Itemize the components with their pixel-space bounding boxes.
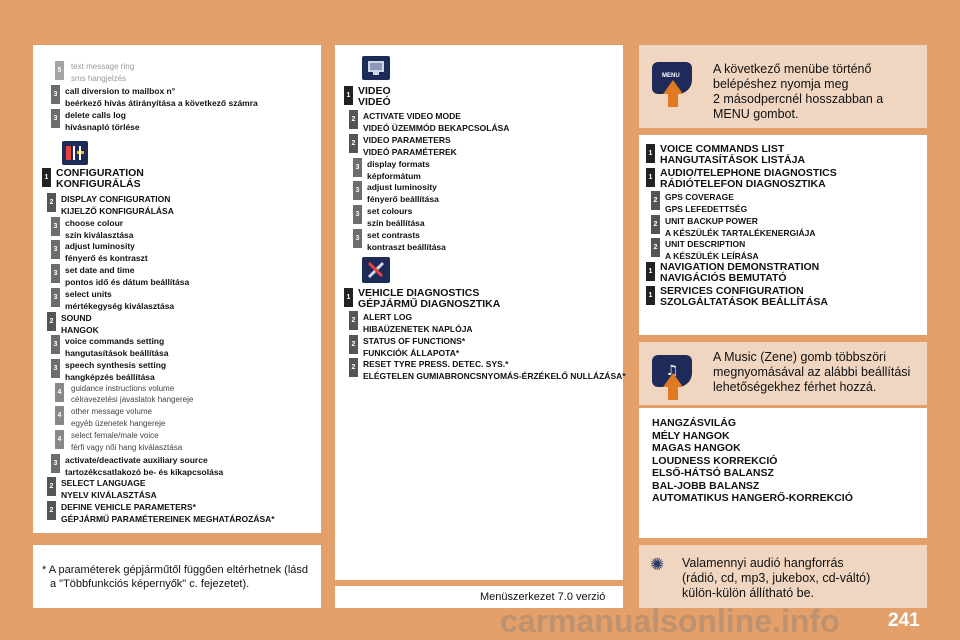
level-badge: 3 [51, 264, 60, 283]
menu-info-line: belépéshez nyomja meg [713, 77, 849, 91]
menu-row [55, 383, 193, 406]
bottom-info-line: (rádió, cd, mp3, jukebox, cd-váltó) [682, 571, 871, 585]
menu-row-text: HANGOK [61, 324, 99, 335]
menu-row-text: ALERT LOG [363, 312, 413, 322]
sun-icon: ✺ [650, 555, 665, 575]
menu-row-text: GPS LEFEDETTSÉG [665, 204, 748, 215]
up-arrow-shaft [668, 386, 678, 400]
music-info-line: megnyomásával az alábbi beállítási [713, 365, 911, 379]
diagnostics-title-hu: GÉPJÁRMŰ DIAGNOSZTIKA [358, 298, 501, 310]
video-heading [344, 86, 391, 108]
footnote [42, 563, 308, 591]
level-badge: 2 [47, 312, 56, 331]
level-badge: 3 [51, 359, 60, 378]
menu-row-text: RÁDIÓTELEFON DIAGNOSZTIKA [660, 177, 826, 190]
menu-row-text: hangutasítások beállítása [65, 348, 169, 359]
up-arrow-icon [663, 80, 683, 94]
menu-row-text: FUNKCIÓK ÁLLAPOTA* [363, 347, 460, 358]
audio-setting-item: ELSŐ-HÁTSÓ BALANSZ [652, 467, 774, 479]
level-badge: 1 [344, 288, 353, 307]
level-badge: 3 [51, 454, 60, 473]
menu-row [47, 312, 99, 336]
audio-settings-list [652, 417, 853, 505]
menu-row-text: pontos idő és dátum beállítása [65, 277, 190, 288]
menu-row-text: voice commands setting [65, 336, 165, 347]
configuration-title-en: CONFIGURATION [56, 167, 144, 179]
level-badge: 3 [51, 85, 60, 104]
menu-row-text: activate/deactivate auxiliary source [65, 454, 208, 465]
video-icon [362, 56, 390, 80]
menu-row-text: select female/male voice [71, 431, 159, 440]
level-badge: 1 [344, 86, 353, 105]
level-badge: 3 [51, 217, 60, 236]
menu-row-text: adjust luminosity [65, 241, 135, 252]
level-badge: 1 [42, 168, 51, 187]
menu-row-text: egyéb üzenetek hangereje [71, 418, 166, 428]
menu-row [47, 193, 174, 217]
menu-row [51, 109, 140, 133]
menu-row-text: mértékegység kiválasztása [65, 300, 175, 311]
menu-row-text: AUDIO/TELEPHONE DIAGNOSTICS [660, 166, 837, 179]
menu-row-text: UNIT DESCRIPTION [665, 239, 746, 250]
menu-row-text: call diversion to mailbox n° [65, 86, 176, 96]
menu-row-text: GPS COVERAGE [665, 192, 734, 203]
music-info-line: A Music (Zene) gomb többszöri [713, 350, 886, 364]
menu-row [51, 240, 148, 264]
menu-button-label: MENU [662, 73, 680, 79]
audio-setting-item: AUTOMATIKUS HANGERŐ-KORREKCIÓ [652, 492, 853, 504]
level-badge: 5 [55, 61, 64, 80]
menu-row-text: set colours [367, 206, 413, 217]
menu-row-text: NYELV KIVÁLASZTÁSA [61, 490, 157, 501]
up-arrow-shaft [668, 93, 678, 107]
menu-row [349, 110, 509, 134]
menu-info-line: 2 másodpercnél hosszabban a [713, 92, 884, 106]
menu-row [651, 215, 816, 239]
menu-row [47, 477, 157, 501]
menu-row-text: choose colour [65, 217, 124, 228]
music-info-line: lehetőségekhez férhet hozzá. [713, 380, 877, 394]
level-badge: 4 [55, 406, 64, 425]
audio-setting-item: LOUDNESS KORREKCIÓ [652, 454, 778, 467]
menu-row [353, 205, 425, 229]
level-badge: 4 [55, 430, 64, 449]
menu-row-text: tartozékcsatlakozó be- és kikapcsolása [65, 466, 224, 477]
menu-row-text: set date and time [65, 265, 135, 276]
menu-row-text: szín beállítása [367, 218, 425, 229]
level-badge: 2 [349, 358, 358, 377]
level-badge: 2 [47, 477, 56, 496]
level-badge: 3 [51, 240, 60, 259]
menu-row [646, 168, 837, 190]
menu-row [51, 288, 174, 312]
menu-row-text: SOUND [61, 312, 92, 323]
menu-row-text: szín kiválasztása [65, 229, 134, 240]
bottom-info-line: Valamennyi audió hangforrás [682, 556, 844, 570]
menu-row-text: DEFINE VEHICLE PARAMETERS* [61, 502, 196, 513]
page-number: 241 [888, 610, 920, 631]
menu-row-text: ELÉGTELEN GUMIABRONCSNYOMÁS-ÉRZÉKELŐ NULLÁZÁSA* [363, 371, 626, 381]
level-badge: 2 [349, 110, 358, 129]
video-title-en: VIDEO [358, 85, 391, 97]
level-badge: 2 [47, 501, 56, 520]
menu-row [353, 158, 430, 182]
menu-row-text: speech synthesis setting [65, 359, 167, 370]
bottom-info-line: külön-külön állítható be. [682, 586, 815, 600]
menu-row-text: képformátum [367, 170, 421, 181]
menu-row [51, 359, 166, 383]
menu-info-line: A következő menübe történő [713, 62, 872, 76]
menu-row-text: KIJELZŐ KONFIGURÁLÁSA [61, 206, 174, 216]
menu-row [651, 238, 759, 262]
level-badge: 3 [353, 229, 362, 248]
version-label: Menüszerkezet 7.0 verzió [480, 591, 606, 603]
menu-row-text: NAVIGÁCIÓS BEMUTATÓ [660, 272, 787, 284]
audio-setting-item: MAGAS HANGOK [652, 442, 741, 454]
menu-row [349, 358, 626, 382]
level-badge: 2 [349, 335, 358, 354]
footnote-line-1: * A paraméterek gépjárműtől függően eltérhetnek (lásd [42, 564, 308, 576]
music-note-icon: ♫ [652, 355, 692, 387]
watermark: carmanualsonline.info [500, 603, 840, 639]
menu-row [55, 430, 182, 453]
level-badge: 3 [51, 109, 60, 128]
menu-row-text: fényerő beállítása [367, 194, 439, 205]
music-info-text [713, 350, 910, 395]
menu-row-text: delete calls log [65, 110, 126, 120]
configuration-title-hu: KONFIGURÁLÁS [56, 178, 141, 190]
menu-row [651, 191, 747, 215]
menu-row-text: DISPLAY CONFIGURATION [61, 194, 171, 204]
bottom-info-text [682, 556, 870, 601]
menu-row-text: NAVIGATION DEMONSTRATION [660, 261, 820, 273]
vehicle-diagnostics-icon [362, 257, 390, 283]
level-badge: 2 [651, 215, 660, 234]
level-badge: 1 [646, 168, 655, 187]
menu-row-text: display formats [367, 158, 430, 169]
menu-row [55, 406, 165, 429]
menu-row-text: select units [65, 288, 112, 299]
level-badge: 3 [353, 205, 362, 224]
menu-row-text: HIBAÜZENETEK NAPLÓJA [363, 324, 473, 334]
menu-row [51, 454, 223, 478]
menu-row-text: text message ring [71, 62, 135, 71]
menu-row-text: RESET TYRE PRESS. DETEC. SYS.* [363, 359, 509, 369]
level-badge: 1 [646, 144, 655, 163]
menu-row [51, 335, 168, 359]
menu-row [51, 264, 189, 288]
up-arrow-icon [663, 373, 683, 387]
level-badge: 1 [646, 262, 655, 281]
menu-row-text: UNIT BACKUP POWER [665, 215, 758, 226]
level-badge: 3 [51, 335, 60, 354]
menu-row [353, 229, 446, 253]
configuration-heading [42, 168, 144, 190]
menu-row-text: adjust luminosity [367, 182, 437, 193]
menu-row [646, 262, 819, 284]
level-badge: 2 [47, 193, 56, 212]
menu-row-text: STATUS OF FUNCTIONS* [363, 335, 466, 346]
level-badge: 2 [349, 134, 358, 153]
audio-setting-item: MÉLY HANGOK [652, 429, 730, 442]
level-badge: 4 [55, 383, 64, 402]
video-title-hu: VIDEÓ [358, 96, 391, 108]
diagnostics-title-en: VEHICLE DIAGNOSTICS [358, 287, 480, 299]
menu-row-text: HANGUTASÍTÁSOK LISTÁJA [660, 154, 806, 166]
level-badge: 2 [651, 191, 660, 210]
menu-row [646, 286, 828, 308]
menu-row-text: SERVICES CONFIGURATION [660, 284, 804, 297]
footnote-line-2: a "Többfunkciós képernyők" c. fejezetet). [50, 578, 250, 590]
menu-row-text: set contrasts [367, 230, 420, 240]
menu-row-text: fényerő és kontraszt [65, 253, 148, 264]
menu-row-text: GÉPJÁRMŰ PARAMÉTEREINEK MEGHATÁROZÁSA* [61, 514, 275, 525]
menu-row-text: VIDEÓ ÜZEMMÓD BEKAPCSOLÁSA [363, 123, 510, 133]
level-badge: 3 [353, 158, 362, 177]
menu-row-text: VIDEO PARAMETERS [363, 134, 451, 145]
menu-row-text: A KÉSZÜLÉK LEÍRÁSA [665, 251, 759, 262]
menu-row [646, 144, 805, 166]
level-badge: 1 [646, 286, 655, 305]
level-badge: 2 [349, 311, 358, 330]
menu-row [353, 181, 439, 205]
audio-setting-item: BAL-JOBB BALANSZ [652, 479, 760, 492]
menu-row-text: hívásnapló törlése [65, 122, 140, 132]
menu-info-line: MENU gombot. [713, 107, 799, 121]
diagnostics-heading [344, 288, 500, 310]
menu-row-text: other message volume [71, 407, 152, 417]
menu-row [51, 217, 134, 241]
menu-row-text: A KÉSZÜLÉK TARTALÉKENERGIÁJA [665, 227, 816, 238]
configuration-icon [62, 141, 88, 165]
menu-row-text: VIDEÓ PARAMÉTEREK [363, 146, 457, 157]
menu-row [47, 501, 275, 525]
menu-row-text: guidance instructions volume [71, 383, 175, 393]
menu-row-text: kontraszt beállítása [367, 242, 446, 252]
menu-info-text [713, 62, 883, 122]
menu-row-text: VOICE COMMANDS LIST [660, 143, 785, 155]
menu-row-text: sms hangjelzés [71, 74, 127, 83]
menu-row-text: férfi vagy női hang kiválasztása [71, 442, 183, 452]
menu-row [51, 85, 258, 109]
menu-row [349, 134, 457, 158]
level-badge: 3 [353, 181, 362, 200]
menu-row-text: célravezetési javaslatok hangereje [71, 395, 194, 405]
menu-row [349, 335, 465, 359]
menu-row-text: hangképzés beállítása [65, 371, 155, 382]
level-badge: 3 [51, 288, 60, 307]
menu-row-text: SELECT LANGUAGE [61, 478, 146, 489]
menu-row-text: beérkező hívás átirányítása a következő számra [65, 98, 258, 108]
menu-row [55, 61, 134, 85]
menu-row-text: ACTIVATE VIDEO MODE [363, 111, 461, 121]
menu-row-text: SZOLGÁLTATÁSOK BEÁLLÍTÁSA [660, 295, 828, 308]
audio-setting-item: HANGZÁSVILÁG [652, 417, 736, 429]
menu-row [349, 311, 473, 335]
level-badge: 2 [651, 238, 660, 257]
